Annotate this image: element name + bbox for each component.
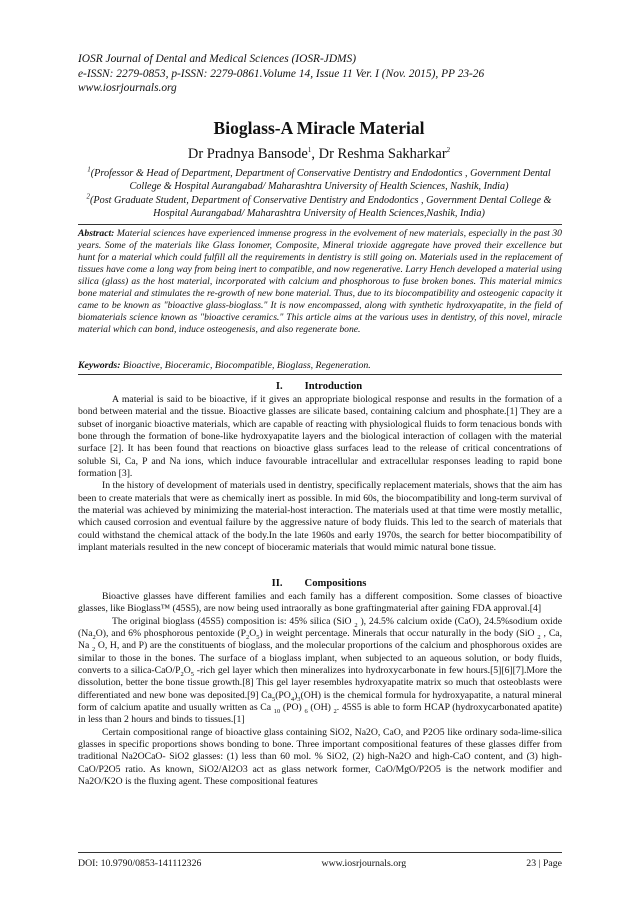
section-number: II. [271, 578, 283, 589]
section-title: Introduction [304, 381, 363, 392]
journal-header [78, 52, 578, 96]
section-number: I. [275, 381, 283, 392]
divider-top [78, 224, 562, 225]
author-separator: , [311, 146, 319, 162]
author-mark: 2 [446, 146, 451, 155]
author-name: Dr Pradnya Bansode [187, 146, 308, 162]
journal-website: www.iosrjournals.org [78, 82, 177, 95]
affiliation-2 [78, 194, 560, 221]
affiliation-1 [78, 167, 560, 194]
divider-bottom [78, 374, 562, 375]
abstract-label: Abstract: [78, 228, 115, 239]
footer-divider [78, 852, 562, 853]
section-heading-compositions [0, 578, 638, 589]
affiliation-text: (Post Graduate Student, Department of Conservative Dentistry and Endodontics , Government Dental College & Hospital Aurangabad/ Maharashtra University of Health Sciences,Nashik, India) [90, 194, 552, 219]
section-title: Compositions [304, 578, 367, 589]
section-heading-introduction [0, 381, 638, 392]
keywords [78, 360, 562, 372]
paper-title: Bioglass-A Miracle Material [213, 118, 425, 138]
paragraph: A material is said to be bioactive, if it gives an appropriate biological response and results in the formation of a bond between material and the tissue. Bioactive glasses are silicate based, containing calcium and phosphate.[1] They are a subset of inorganic bioactive materials, which are capable of reacting with physiological fluids to form tenacious bonds with bone through the formation of bone-like hydroxyapatite layers and the biological interaction of collagen with the material surface [2]. It has been found that reactions on bioactive glass surfaces lead to the release of critical concentrations of soluble Si, Ca, P and Na ions, which induce favourable intracellular and extracellular responses leading to rapid bone formation [3]. [78, 394, 562, 480]
affiliation-mark: 2 [86, 192, 90, 201]
abstract-text: Material sciences have experienced immense progress in the evolvement of new materials, especially in the past 30 years. Some of the materials like Glass Ionomer, Composite, Mineral trioxide aggregate have proved their excellence but hunt for a material which could fulfill all the requirements in dentistry is still going on. Materials used in the replacement of tissues have come a long way from being inert to compatible, and now regenerative. Larry Hench developed a material using silica (glass) as the host material, incorporated with calcium and phosphorous to fuse broken bones. This material mimics bone material and stimulates the re-growth of new bone material. Thus, due to its biocompatibility and osteogenic capacity it came to be known as "bioactive glass-bioglass." It is now encompassed, along with synthetic hydroxyapatite, in the field of biomaterials science known as "bioactive ceramics." This article aims at the various uses in dentistry, of this novel, miracle material which can bond, induce osteogenesis, and also regenerate bone. [78, 228, 562, 335]
keywords-label: Keywords: [78, 360, 121, 371]
paragraph: Certain compositional range of bioactive glass containing SiO2, Na2O, CaO, and P2O5 like ordinary soda-lime-silica glasses in specific proportions shows bonding to bone. Three important compositional features of these glasses differ from traditional Na2OCaO- SiO2 glasses: (1) less than 60 mol. % SiO2, (2) high-Na2O and high-CaO content, and (3) high-CaO/P2O5 ratio. As known, SiO2/Al2O3 act as glass network former, CaO/MgO/P2O5 is the network modifier and Na2O/K2O is the fluxing agent. These compositional features [78, 726, 562, 788]
compositions-body [78, 591, 562, 789]
journal-issn: e-ISSN: 2279-0853, p-ISSN: 2279-0861.Volume 14, Issue 11 Ver. I (Nov. 2015), PP 23-26 [78, 67, 485, 80]
author-line [0, 146, 638, 163]
affiliations [78, 167, 560, 220]
author-mark: 1 [307, 146, 312, 155]
keywords-text: Bioactive, Bioceramic, Biocompatible, Bioglass, Regeneration. [120, 360, 371, 371]
affiliation-text: (Professor & Head of Department, Department of Conservative Dentistry and Endodontics , Government Dental College & Hospital Aurangabad/ Maharashtra University of Health Sciences, Nashik, India) [90, 168, 551, 193]
page-footer [78, 858, 562, 869]
footer-website: www.iosrjournals.org [321, 858, 407, 869]
page-number: 23 | Page [526, 858, 562, 869]
paragraph: In the history of development of materials used in dentistry, specifically replacement materials, shows that the aim has been to create materials that were as chemically inert as possible. In mid 60s, the biocompatibility and long-term survival of the material was achieved by minimizing the material-host interaction. The materials used at that time were mostly metallic, which caused corrosion and eventual failure by the aggressive nature of body fluids. This led to the search of materials that could withstand the chemical attack of the body.In the late 1960s and early 1970s, the search for better biocompatibility of implant materials resulted in the new concept of bioceramic materials that would mimic natural bone tissue. [78, 480, 562, 554]
journal-name: IOSR Journal of Dental and Medical Sciences (IOSR-JDMS) [78, 53, 357, 65]
abstract [78, 228, 562, 336]
paragraph: Bioactive glasses have different families and each family has a different composition. Some classes of bioactive glasses, like Bioglass™ (45S5), are now being used intraorally as bone graftingmaterial after gaining FDA approval.[4] [78, 591, 562, 615]
author-name: Dr Reshma Sakharkar [318, 146, 447, 162]
introduction-body [78, 394, 562, 554]
paragraph: The original bioglass (45S5) composition is: 45% silica (SiO $_2$ ), 24.5% calcium oxide (CaO), 24.5%sodium oxide $(Na_2O)$, and 6% phosphorous pentoxide $(P_2O_5)$ in weight percentage. Minerals that occur naturally in the body (SiO $_2$ , Ca, Na $_2$ O, H, and P) are the constituents of bioglass, and the molecular proportions of the calcium and phosphorous oxides are similar to those in the bones. The surface of a bioglass implant, when subjected to an aqueous solution, or body fluids, converts to a silica-$CaO/P_2O_5$ -rich gel layer which then mineralizes into hydroxycarbonate in few hours.[5][6][7].More the dissolution, better the bone tissue growth.[8] This gel layer resembles hydroxyapatite matrix so much that osteoblasts were differentiated and new bone was deposited.[9] $Ca_5(PO_4)_3(OH)$ is the chemical formula for hydroxyapatite, a natural mineral form of calcium apatite and usually written as Ca $_{10}$ (PO) $_6$ (OH) $_2$. 45S5 is able to form HCAP (hydroxycarbonated apatite) in less than 2 hours and binds to tissues.[1] [78, 615, 563, 726]
affiliation-mark: 1 [87, 165, 91, 174]
footer-doi: DOI: 10.9790/0853-141112326 [78, 858, 202, 869]
